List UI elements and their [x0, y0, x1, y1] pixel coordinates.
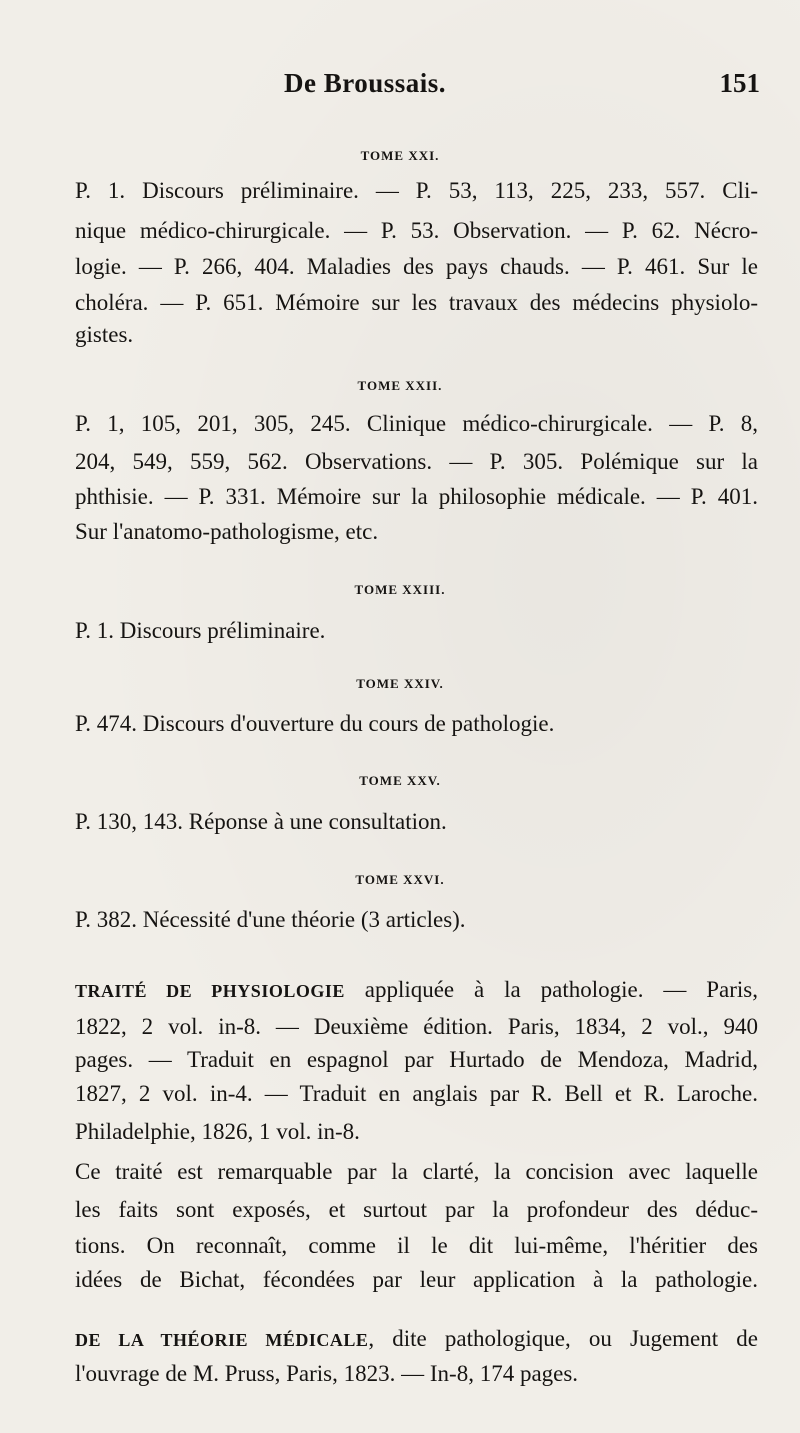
text-line: P. 1. Discours préliminaire. [75, 618, 326, 643]
text-line: Philadelphie, 1826, 1 vol. in-8. [75, 1119, 360, 1144]
text-line: Ce traité est remarquable par la clarté, la concision avec laquelle [75, 1159, 758, 1184]
text-line: 1822, 2 vol. in-8. — Deuxième édition. Paris, 1834, 2 vol., 940 [75, 1014, 758, 1039]
text-line: tions. On reconnaît, comme il le dit lui-même, l'héritier des [75, 1233, 758, 1258]
text-line: P. 1. Discours préliminaire. — P. 53, 113, 225, 233, 557. Cli- [75, 178, 758, 203]
text-line: l'ouvrage de M. Pruss, Paris, 1823. — In-8, 174 pages. [75, 1361, 579, 1386]
text-line: P. 474. Discours d'ouverture du cours de pathologie. [75, 711, 555, 736]
entry-traite-first-line [75, 976, 758, 1005]
text-line: choléra. — P. 651. Mémoire sur les travaux des médecins physiolo- [75, 290, 758, 315]
text-line: 1827, 2 vol. in-4. — Traduit en anglais par R. Bell et R. Laroche. [75, 1081, 758, 1106]
entry-theorie-title: DE LA THÉORIE MÉDICALE [75, 1330, 369, 1350]
text-line: idées de Bichat, fécondées par leur application à la pathologie. [75, 1267, 758, 1292]
text-line: logie. — P. 266, 404. Maladies des pays chauds. — P. 461. Sur le [75, 254, 758, 279]
tome-heading-xxiii: TOME XXIII. [354, 582, 446, 597]
text-line: 204, 549, 559, 562. Observations. — P. 305. Polémique sur la [75, 449, 758, 474]
page-number: 151 [719, 68, 760, 98]
tome-heading-xxiv: TOME XXIV. [356, 676, 444, 691]
text-line: Sur l'anatomo-pathologisme, etc. [75, 519, 379, 544]
text-line: phthisie. — P. 331. Mémoire sur la philosophie médicale. — P. 401. [75, 484, 758, 509]
entry-traite-title: TRAITÉ DE PHYSIOLOGIE [75, 981, 345, 1001]
text-line: nique médico-chirurgicale. — P. 53. Observation. — P. 62. Nécro- [75, 218, 758, 243]
text-line: P. 130, 143. Réponse à une consultation. [75, 809, 447, 834]
tome-heading-xxv: TOME XXV. [359, 773, 441, 788]
tome-heading-xxvi: TOME XXVI. [355, 872, 445, 887]
text-line: les faits sont exposés, et surtout par la profondeur des déduc- [75, 1197, 758, 1222]
tome-heading-xxi: TOME XXI. [360, 148, 440, 163]
tome-heading-xxii: TOME XXII. [357, 378, 443, 393]
running-title: De Broussais. [284, 68, 447, 98]
entry-theorie-first-line [75, 1325, 758, 1354]
text-line: gistes. [75, 322, 134, 347]
text-line: P. 382. Nécessité d'une théorie (3 articles). [75, 907, 466, 932]
entry-theorie-title-rest: , dite pathologique, ou Jugement de [368, 1326, 758, 1351]
page-header [44, 68, 760, 108]
text-line: P. 1, 105, 201, 305, 245. Clinique médico-chirurgicale. — P. 8, [75, 411, 758, 436]
entry-traite-title-rest: appliquée à la pathologie. — Paris, [344, 977, 758, 1002]
text-line: pages. — Traduit en espagnol par Hurtado de Mendoza, Madrid, [75, 1047, 758, 1072]
